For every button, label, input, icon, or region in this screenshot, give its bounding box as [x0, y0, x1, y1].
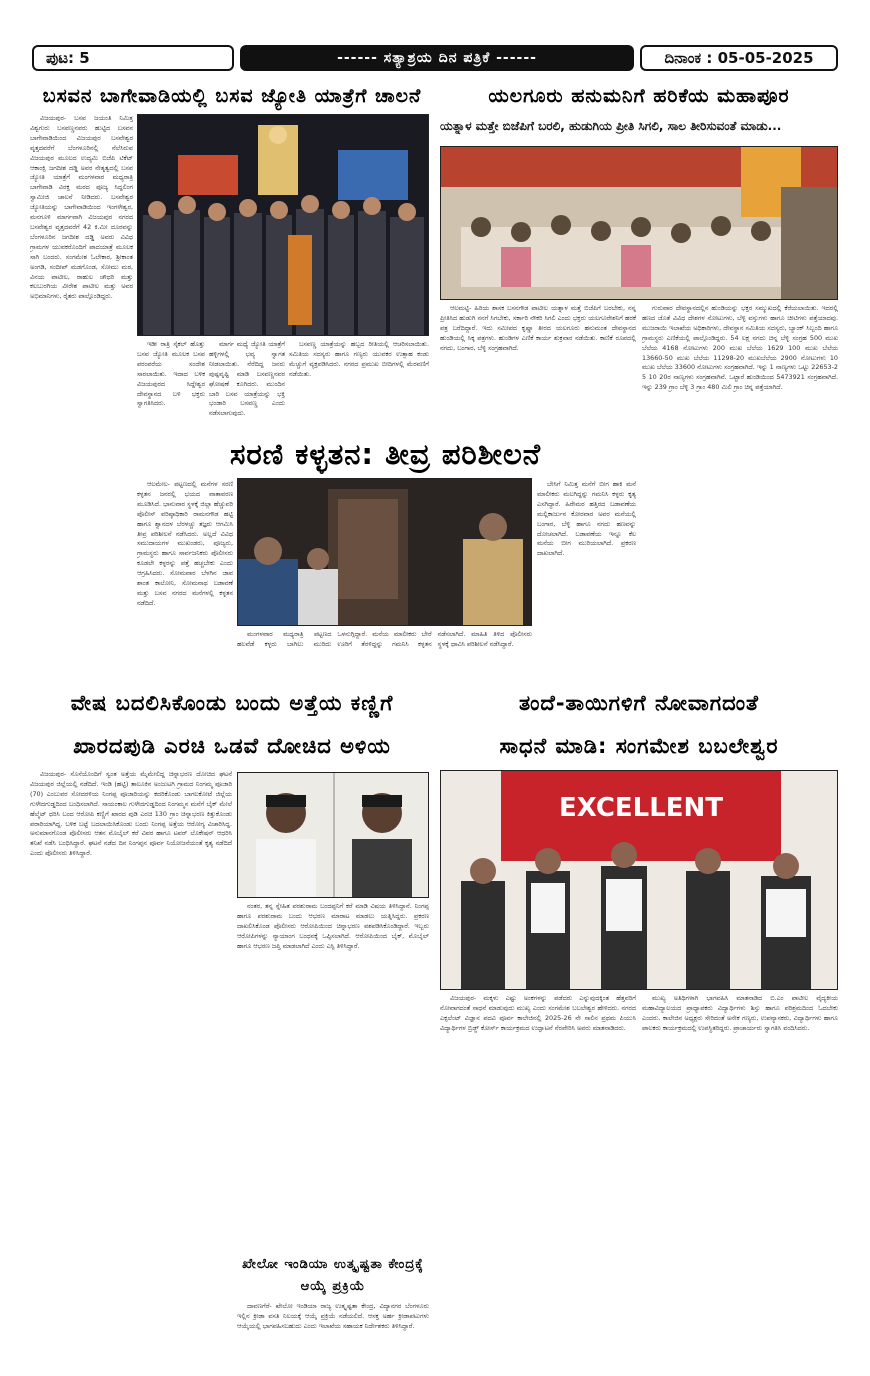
crowd-procession-photo: [138, 115, 429, 336]
article1-col4-text: ಬಸವಣ್ಣ ಯಾತ್ರೆಯನ್ನು ಹಬ್ಬದ ರೀತಿಯಲ್ಲಿ ಆಚರಿಸಲಾಯಿತು. ಸಮಿತಿಯ ಸದಸ್ಯರು ಹಾಗೂ ಗಣ್ಯರು ಯುವಕರ ಉತ್ಸಾಹ ಕಂಡು ಮೆಚ್ಚುಗೆ ವ್ಯಕ್ತಪಡಿಸಿದರು. ನಗರದ ಪ್ರಮುಖ ಬೀದಿಗಳಲ್ಲಿ ಮೆರವಣಿಗೆ ನಡೆಯಿತು.: [289, 340, 429, 378]
article4-col1-text: ವಿಜಯಪುರ- ಸೊಸೆಯೊಂದಿಗೆ ಸ್ವಂತ ಅತ್ತೆಯ ಮೈಮೇಲಿದ್ದ ಚಿನ್ನಾಭರಣ ದೋಚಿದ ಘಟನೆ ವಿಜಯಪುರ ಜಿಲ್ಲೆಯಲ್ಲಿ ನಡೆದಿದೆ. ಇಂಡಿ (ಹಟ್ಟಿ) ತಾಲೂಕಿನ ಅಂಜುಟಗಿ ಗ್ರಾಮದ ನಿಂಗಮ್ಮ ಪೂಜಾರಿ (70) ಎಂಬುವರ ಸೋದರಳಿಯ ನಿಂಗಪ್ಪ ಪೂಜಾರಿಯನ್ನು ಕದರಿಕೊಂಡು ಬಾಗಲಕೋಟೆ ಜಿಲ್ಲೆಯ ಗುಳೇದಗುಡ್ಡದಿಂದ ಬಂಧಿಸಲಾಗಿದೆ. ಸಾಯಂಕಾಲ ಗುಳೇದಗುಡ್ಡದಿಂದ ನಿಂಗಮ್ಮನ ಮನೆಗೆ ಬೈಕ್ ಮೇಲೆ ಹೆಲ್ಮೆಟ್ ಧರಿಸಿ ಬಂದ ಆರೋಪಿ ಕಣ್ಣಿಗೆ ಖಾರದ ಪುಡಿ ಎರಚಿ 130 ಗ್ರಾಂ ಚಿನ್ನಾಭರಣ ಕಿತ್ತುಕೊಂಡು ಪರಾರಿಯಾಗಿದ್ದ. ಬಳಿಕ ಬಟ್ಟೆ ಬದಲಾಯಿಸಿಕೊಂಡು ಬಂದು ನಿಂಗಪ್ಪ ಅತ್ತೆಯ ಆರೋಗ್ಯ ವಿಚಾರಿಸಿದ್ದ. ಅನುಮಾನಗೊಂಡ ಪೊಲೀಸರು ಆತನ ಮೊಬೈಲ್ ಕರೆ ವಿವರ ಹಾಗೂ ಟವರ್ ಲೊಕೇಷನ್ ಆಧರಿಸಿ ತನಿಖೆ ನಡೆಸಿ ಬಂಧಿಸಿದ್ದಾರೆ. ಘಟನೆ ನಡೆದ ದಿನ ನಿಂಗಪ್ಪನ ಪೂರ್ವ ನಿಯೋಜನೆಯಂತೆ ಕೃತ್ಯ ನಡೆದಿದೆ ಎಂದು ಪೊಲೀಸರು ತಿಳಿಸಿದ್ದಾರೆ.: [30, 770, 232, 858]
article4-photo: [237, 772, 429, 898]
article4-headline-line1: ವೇಷ ಬದಲಿಸಿಕೊಂಡು ಬಂದು ಅತ್ತೆಯ ಕಣ್ಣಿಗೆ: [70, 691, 394, 715]
article3-headline: ಸರಣಿ ಕಳ್ಳತನ: ತೀವ್ರ ಪರಿಶೀಲನೆ: [229, 437, 542, 471]
newspaper-name-text: ------ ಸತ್ಯಾಶ್ರಯ ದಿನ ಪತ್ರಿಕೆ ------: [337, 50, 537, 66]
article6-col2: [642, 994, 838, 1340]
article2-headline: ಯಲಗೂರು ಹನುಮನಿಗೆ ಹರಿಕೆಯ ಮಹಾಪೂರ: [488, 85, 790, 107]
article2-col2: [642, 304, 838, 670]
article6-photo: [440, 770, 838, 990]
article2-col1-text: ಆಲಮಟ್ಟಿ- ಹಿರಿಯ ಶಾಸಕ ಬಸನಗೌಡ ಪಾಟೀಲ ಯತ್ನಾಳ ಮತ್ತೆ ಬಿಜೆಪಿಗೆ ಬರಬೇಕು, ನನ್ನ ಪ್ರೀತಿಸಿದ ಹುಡುಗಿ ನನಗೆ ಸಿಗಬೇಕು, ಸರ್ಕಾರಿ ನೌಕರಿ ಸಿಗಲಿ ಎಂದು ಭಕ್ತರು ಯಲಗೂರೇಶನಿಗೆ ಹರಕೆ ಪತ್ರ ಬರೆದಿದ್ದಾರೆ. ಇದು ಸಮೀಪದ ಕೃಷ್ಣಾ ತೀರದ ಯಲಗೂರು ಹನುಮಂತ ದೇವಸ್ಥಾನದ ಹುಂಡಿಯಲ್ಲಿ ಸಿಕ್ಕ ಪತ್ರಗಳು. ಹುಂಡಿಗಳ ಎಣಿಕೆ ಕಾರ್ಯ ಶುಕ್ರವಾರ ನಡೆಯಿತು. ಕಾಣಿಕೆ ರೂಪದಲ್ಲಿ ನಗದು, ಬಂಗಾರ, ಬೆಳ್ಳಿ ಸಂಗ್ರಹವಾಗಿದೆ.: [440, 304, 636, 352]
article3-col1: [137, 480, 233, 670]
page-number: [32, 45, 234, 71]
article6-headline-line2: ಸಾಧನೆ ಮಾಡಿ: ಸಂಗಮೇಶ ಬಬಲೇಶ್ವರ: [499, 734, 779, 758]
article1-col3: [209, 340, 285, 432]
article1-col3-text: ಮಾರ್ಗ ಮಧ್ಯೆ ಜ್ಯೋತಿ ಯಾತ್ರೆಗೆ ಹಳ್ಳಿಗಳಲ್ಲಿ ಭವ್ಯ ಸ್ವಾಗತ ನೀಡಲಾಯಿತು. ನೆರೆದಿದ್ದ ಜನರು ಪುಷ್ಪವೃಷ್ಟಿ ಮಾಡಿ ಬಸವಣ್ಣನವರ ಘೋಷಣೆ ಕೂಗಿದರು. ಮುಂದಿನ ಬಾರಿ ಬಸವ ಯಾತ್ರೆಯನ್ನು ಭಕ್ತಿ ಭಂಡಾರಿ ಬಸವಣ್ಣ ಎಂದು ನಡೆಸಲಾಗುವುದು.: [209, 340, 285, 418]
article1-headline: ಬಸವನ ಬಾಗೇವಾಡಿಯಲ್ಲಿ ಬಸವ ಜ್ಯೋತಿ ಯಾತ್ರೆಗೆ ಚಾಲನೆ: [42, 85, 422, 107]
banner-text: EXCELLENT: [558, 793, 724, 823]
police-inspection-photo: [238, 479, 532, 626]
article4-col1: [30, 770, 232, 1340]
article2-col2-text: ಗುರುವಾರ ದೇವಸ್ಥಾನದಲ್ಲಿನ ಹುಂಡಿಯನ್ನು ಭಕ್ತರ ಸಮ್ಮುಖದಲ್ಲಿ ಕೆರೆಯಲಾಯಿತು. ಇದರಲ್ಲಿ ಹಣದ ಜೊತೆ ವಿವಿಧ ದೇಶಗಳ ನೋಟುಗಳು, ಬೆಳ್ಳಿ ವಸ್ತುಗಳು ಹಾಗೂ ಚೀಟಿಗಳು ಪತ್ತೆಯಾದವು. ಮುಜರಾಯಿ ಇಲಾಖೆಯ ಅಧಿಕಾರಿಗಳು, ದೇವಸ್ಥಾನ ಸಮಿತಿಯ ಸದಸ್ಯರು, ಬ್ಯಾಂಕ್ ಸಿಬ್ಬಂದಿ ಹಾಗೂ ಗ್ರಾಮಸ್ಥರು ಎಣಿಕೆಯಲ್ಲಿ ಪಾಲ್ಗೊಂಡಿದ್ದರು. 54 ಲಕ್ಷ ನಗದು ಚಿನ್ನ ಬೆಳ್ಳಿ ಸಂಗ್ರಹ 500 ಮುಖ ಬೆಲೆಯ 4168 ನೋಟುಗಳು 200 ಮುಖ ಬೆಲೆಯ 1629 100 ಮುಖ ಬೆಲೆಯ 13660-50 ಮುಖ ಬೆಲೆಯ 11298-20 ಮುಖಬೆಲೆಯ 2900 ನೋಟುಗಳು 10 ಮುಖ ಬೆಲೆಯ 33600 ನೋಟುಗಳು ಸಂಗ್ರಹವಾಗಿದೆ. ಇನ್ನು 1 ನಾಣ್ಯಗಳು ಒಟ್ಟು 22653-2 5 10 20ರ ನಾಣ್ಯಗಳು ಸಂಗ್ರಹವಾಗಿವೆ. ಒಟ್ಟಾರೆ ಹುಂಡಿಯಿಂದ 5473921 ಸಂಗ್ರಹವಾಗಿದೆ. ಇನ್ನು 239 ಗ್ರಾಂ ಬೆಳ್ಳಿ 3 ಗ್ರಾಂ 480 ಮಿಲಿ ಗ್ರಾಂ ಚಿನ್ನ ಪತ್ತೆಯಾಗಿದೆ.: [642, 304, 838, 392]
accused-portraits-photo: [238, 773, 429, 898]
issue-date: [640, 45, 838, 71]
article5-col1-text: ದಾವಣಗೆರೆ- ಖೇಲೋ ಇಂಡಿಯಾ ರಾಜ್ಯ ಉತ್ಕೃಷ್ಟತಾ ಕೇಂದ್ರ, ವಿದ್ಯಾನಗರ ಬೆಂಗಳೂರು ಇಲ್ಲಿನ ಕ್ರೀಡಾ ವಸತಿ ನಿಲಯಕ್ಕೆ ಆಯ್ಕೆ ಪ್ರಕ್ರಿಯೆ ನಡೆಯಲಿದೆ. ಆಸಕ್ತ ಅರ್ಹ ಕ್ರೀಡಾಪಟುಗಳು ಆಯ್ಕೆಯಲ್ಲಿ ಭಾಗವಹಿಸಬಹುದು ಎಂದು ಇಲಾಖೆಯ ಸಹಾಯಕ ನಿರ್ದೇಶಕರು ತಿಳಿಸಿದ್ದಾರೆ.: [237, 1302, 429, 1330]
article4-col2: [237, 902, 429, 1252]
article3-col3-text: ಬೇಸಿಗೆ ನಿಮಿತ್ತ ಮನೆಗೆ ಬೀಗ ಹಾಕಿ ಮನೆ ಮಾಲೀಕರು ಮಲಗಿದ್ದನ್ನು ಗಮನಿಸಿ ಕಳ್ಳರು ಕೃತ್ಯ ಎಸಗಿದ್ದಾರೆ. ಹಿರೇಮಠ ಹತ್ತಿರದ ಬಡಾವಣೆಯ ಮಲ್ಲಿಕಾರ್ಜುನ ಕೋರವಾರ ಅವರ ಮನೆಯಲ್ಲಿ ಬಂಗಾರ, ಬೆಳ್ಳಿ ಹಾಗೂ ನಗದು ಹಣವನ್ನು ದೋಚಲಾಗಿದೆ. ಬಡಾವಣೆಯ ಇನ್ನೂ ಕೆಲ ಮನೆಯ ಬೀಗ ಮುರಿಯಲಾಗಿದೆ. ಪ್ರಕರಣ ದಾಖಲಾಗಿದೆ.: [537, 480, 636, 558]
article1-col1-text: ವಿಜಯಪುರ- ಬಸವ ಜಯಂತಿ ನಿಮಿತ್ತ ವಿಶ್ವಗುರು ಬಸವಣ್ಣನವರು ಹುಟ್ಟಿದ ಬಸವನ ಬಾಗೇವಾಡಿಯಿಂದ ವಿಜಯಪುರ ಬಸವೇಶ್ವರ ವೃತ್ತದವರೆಗೆ ಬೆಂಗಳೂರಿನಲ್ಲಿ ನೆಲೆಸಿರುವ ವಿಜಯಪುರ ಮೂಲದ ಉದ್ಯಮಿ ಬಿಜೆಪಿ ಟಿಕೆಟ್ ಆಕಾಂಕ್ಷಿ ಜಗದೀಶ ದಡ್ಡಿ ಅವರ ನೇತೃತ್ವದಲ್ಲಿ ಬಸವ ಜ್ಯೋತಿ ಯಾತ್ರೆಗೆ ಮಂಗಳವಾರ ಮಧ್ಯರಾತ್ರಿ ಬಾಗೇವಾಡಿ ವಿರಕ್ತ ಮಠದ ಪೂಜ್ಯ ಸಿದ್ದಲಿಂಗ ಸ್ವಾಮೀಜಿ ಚಾಲನೆ ನೀಡಿದರು. ಬಸವೇಶ್ವರ ಜ್ಯೋತಿಯನ್ನು ಬಾಗೇವಾಡಿಯಿಂದ ಇಂಗಳೇಶ್ವರ, ಮನಗೂಳಿ ಮಾರ್ಗವಾಗಿ ವಿಜಯಪುರ ನಗರದ ಬಸವೇಶ್ವರ ವೃತ್ತದವರೆಗೆ 42 ಕಿ.ಮೀ ದೂರವನ್ನು ಬೆಂಗಳೂರಿನ ಜಗದೀಶ ದಡ್ಡಿ ಅವರು ವಿವಿಧ ಗ್ರಾಮಗಳ ಯುವಕರೊಂದಿಗೆ ಪಾದಯಾತ್ರೆ ಮೂಲಕ ಸಾಗಿ ಬಂದರು. ಸಂಗಮೇಶ ಓಲೇಕಾರ, ಶ್ರೀಕಾಂತ ಅಂಗಡಿ, ಸಂದೀಪ್ ಮಡಗೊಂಡ, ಸೋಮು ಮಠ, ವಿನಯ ಪಾಟೀಲ, ರಾಹುಲ ಚೌಧರಿ ಮತ್ತು ಕಲಬುರಗಿಯ ವೀರೇಶ ಪಾಟೀಲ ಮತ್ತು ಅವರ ಅಭಿಮಾನಿಗಳು, ರೈತರು ಪಾಲ್ಗೊಂಡಿದ್ದರು.: [30, 114, 133, 301]
article3-photo: [237, 478, 532, 626]
issue-date-text: ದಿನಾಂಕ : 05-05-2025: [664, 49, 814, 67]
article3-col2: [237, 630, 532, 670]
article5-headline: ಖೇಲೋ ಇಂಡಿಯಾ ಉತ್ಕೃಷ್ಟತಾ ಕೇಂದ್ರಕ್ಕೆ ಆಯ್ಕೆ ಪ್ರಕ್ರಿಯೆ: [242, 1257, 424, 1294]
article2-col1: [440, 304, 636, 432]
college-event-photo: [441, 771, 838, 990]
article6-col2-text: ಮುಖ್ಯ ಅತಿಥಿಗಳಾಗಿ ಭಾಗವಹಿಸಿ ಮಾತನಾಡಿದ ಬಿ.ಎಂ ಪಾಟೀಲ ವೈದ್ಯಕೀಯ ಮಹಾವಿದ್ಯಾಲಯದ ಪ್ರಾಧ್ಯಾಪಕರು ವಿದ್ಯಾರ್ಥಿಗಳು ಶಿಸ್ತು ಹಾಗೂ ಪರಿಶ್ರಮದಿಂದ ಓದಬೇಕು ಎಂದರು. ಕಾಲೇಜಿನ ಅಧ್ಯಕ್ಷರು ಸೇರಿದಂತೆ ಅನೇಕ ಗಣ್ಯರು, ಉಪನ್ಯಾಸಕರು, ವಿದ್ಯಾರ್ಥಿಗಳು ಹಾಗೂ ಪಾಲಕರು ಕಾರ್ಯಕ್ರಮದಲ್ಲಿ ಉಪಸ್ಥಿತರಿದ್ದರು. ಪ್ರಾಚಾರ್ಯರು ಸ್ವಾಗತಿಸಿ ವಂದಿಸಿದರು.: [642, 994, 838, 1032]
article1-col4: [289, 340, 429, 432]
article1-col2-text: ಇಡೀ ರಾತ್ರಿ ಸೈಕಲ್ ಹೊತ್ತು ಬಸವ ಜ್ಯೋತಿ ಮೂಲಕ ಬಸವ ಪರಂಪರೆಯ ಸಂದೇಶ ಸಾರಲಾಯಿತು. ಇದಾದ ಬಳಿಕ ವಿಜಯಪುರದ ಸಿದ್ದೇಶ್ವರ ದೇವಸ್ಥಾನದ ಬಳಿ ಭಕ್ತರು ಸ್ವಾಗತಿಸಿದರು.: [137, 340, 205, 408]
page-number-text: ಪುಟ: 5: [46, 49, 90, 67]
article5-col1: [237, 1302, 429, 1342]
article3-col3: [537, 480, 636, 670]
article3-col2-text: ಮಂಗಳವಾರ ಮಧ್ಯರಾತ್ರಿ ಪಟ್ಟಣದ ಹಲವೆಡೆ ಕಳ್ಳರು ಬಾಗಿಲು ಮುರಿದು ಒಳನುಗ್ಗಿದ್ದಾರೆ. ಮನೆಯ ಮಾಲೀಕರು ಬೇರೆ ಊರಿಗೆ ತೆರಳಿದ್ದನ್ನು ಗಮನಿಸಿ ಕಳ್ಳತನ ನಡೆಸಲಾಗಿದೆ. ಮಾಹಿತಿ ತಿಳಿದ ಪೊಲೀಸರು ಸ್ಥಳಕ್ಕೆ ಧಾವಿಸಿ ಪರಿಶೀಲನೆ ನಡೆಸಿದ್ದಾರೆ.: [237, 630, 532, 648]
article6-headline-line1: ತಂದೆ-ತಾಯಿಗಳಿಗೆ ನೋವಾಗದಂತೆ: [518, 691, 760, 715]
article1-col1: [30, 114, 133, 669]
article6-col1: [440, 994, 636, 1340]
article4-headline-line2: ಖಾರದಪುಡಿ ಎರಚಿ ಒಡವೆ ದೋಚಿದ ಅಳಿಯ: [73, 734, 391, 758]
article1-photo: [137, 114, 429, 336]
article2-photo: [440, 146, 838, 300]
article2-subhead: ಯತ್ನಾಳ ಮತ್ತೇ ಬಿಜೆಪಿಗೆ ಬರಲಿ, ಹುಡುಗಿಯ ಪ್ರೀತಿ ಸಿಗಲಿ, ಸಾಲ ತೀರಿಸುವಂತೆ ಮಾಡು...: [440, 119, 782, 133]
temple-counting-photo: [441, 147, 838, 300]
article1-col2: [137, 340, 205, 432]
newspaper-name: [240, 45, 634, 71]
article3-col1-text: ಆಲಮೇಲ- ಪಟ್ಟಣದಲ್ಲಿ ಮನೆಗಳ ಸರಣಿ ಕಳ್ಳತನ ಜನರಲ್ಲಿ ಭಯದ ವಾತಾವರಣ ಮೂಡಿಸಿದೆ. ಭಾನುವಾರ ಸ್ಥಳಕ್ಕೆ ಜಿಲ್ಲಾ ಹೆಚ್ಚುವರಿ ಪೊಲೀಸ್ ವರಿಷ್ಠಾಧಿಕಾರಿ ರಾಮನಗೌಡ ಹಟ್ಟಿ ಹಾಗೂ ಶ್ವಾನದಳ ಬೆರಳಚ್ಚು ತಜ್ಞರು ಆಗಮಿಸಿ ತೀವ್ರ ಪರಿಶೀಲನೆ ನಡೆಸಿದರು. ಅಲ್ಲದೆ ವಿವಿಧ ಸಮುದಾಯಗಳ ಮುಖಂಡರು, ಪೂಜ್ಯರು, ಗ್ರಾಮಸ್ಥರು ಹಾಗೂ ಸಾರ್ವಜನಿಕರು ಪೊಲೀಸರು ಕೂಡಲೇ ಕಳ್ಳರನ್ನು ಪತ್ತೆ ಹಚ್ಚಬೇಕು ಎಂದು ಆಗ್ರಹಿಸಿದರು. ಸೋಮವಾರ ಬೆಳಗಿನ ಜಾವ ಶಾಂತ ಕಾಲೋನಿ, ಸೋಮನಾಥ ಬಡಾವಣೆ ಮತ್ತು ಬಸವ ನಗರದ ಮನೆಗಳಲ್ಲಿ ಕಳ್ಳತನ ನಡೆದಿದೆ.: [137, 480, 233, 607]
article6-col1-text: ವಿಜಯಪುರ- ಮಕ್ಕಳು ಎಷ್ಟು ಅಂಕಗಳನ್ನು ಪಡೆದರು ಎನ್ನುವುದಕ್ಕಿಂತ ಹೆತ್ತವರಿಗೆ ನೋವಾಗದಂತೆ ಸಾಧನೆ ಮಾಡುವುದು ಮುಖ್ಯ ಎಂದು ಸಂಗಮೇಶ ಬಬಲೇಶ್ವರ ಹೇಳಿದರು. ನಗರದ ಎಕ್ಸಲೆಂಟ್ ವಿಜ್ಞಾನ ಪದವಿ ಪೂರ್ವ ಕಾಲೇಜಿನಲ್ಲಿ 2025-26 ನೇ ಸಾಲಿನ ಪ್ರಥಮ ಪಿಯುಸಿ ವಿದ್ಯಾರ್ಥಿಗಳ ಬ್ರಿಡ್ಜ್ ಕೋರ್ಸ್ ಕಾರ್ಯಕ್ರಮದ ಉದ್ಘಾಟನೆ ನೆರವೇರಿಸಿ ಅವರು ಮಾತನಾಡಿದರು.: [440, 994, 636, 1032]
article4-col2-text: ನಂತರ, ತನ್ನ ಸ್ನೇಹಿತ ಪರಶುರಾಮ ಬಂದಪ್ಪನಿಗೆ ಕರೆ ಮಾಡಿ ವಿಷಯ ತಿಳಿಸಿದ್ದಾನೆ. ನಿಂಗಪ್ಪ ಹಾಗೂ ಪರಶುರಾಮ ಬಂದು ಆಭರಣ ಮಾರಾಟ ಮಾಡಲು ಯತ್ನಿಸಿದ್ದರು. ಪ್ರಕರಣ ದಾಖಲಿಸಿಕೊಂಡ ಪೊಲೀಸರು ಆರೋಪಿಯಿಂದ ಚಿನ್ನಾಭರಣ ವಶಪಡಿಸಿಕೊಂಡಿದ್ದಾರೆ. ಇಬ್ಬರು ಆರೋಪಿಗಳನ್ನು ನ್ಯಾಯಾಂಗ ಬಂಧನಕ್ಕೆ ಒಪ್ಪಿಸಲಾಗಿದೆ. ಆರೋಪಿಯಿಂದ ಬೈಕ್, ಮೊಬೈಲ್ ಹಾಗೂ ಆಭರಣ ಜಪ್ತಿ ಮಾಡಲಾಗಿದೆ ಎಂದು ಎಸ್ಪಿ ತಿಳಿಸಿದ್ದಾರೆ.: [237, 902, 429, 950]
